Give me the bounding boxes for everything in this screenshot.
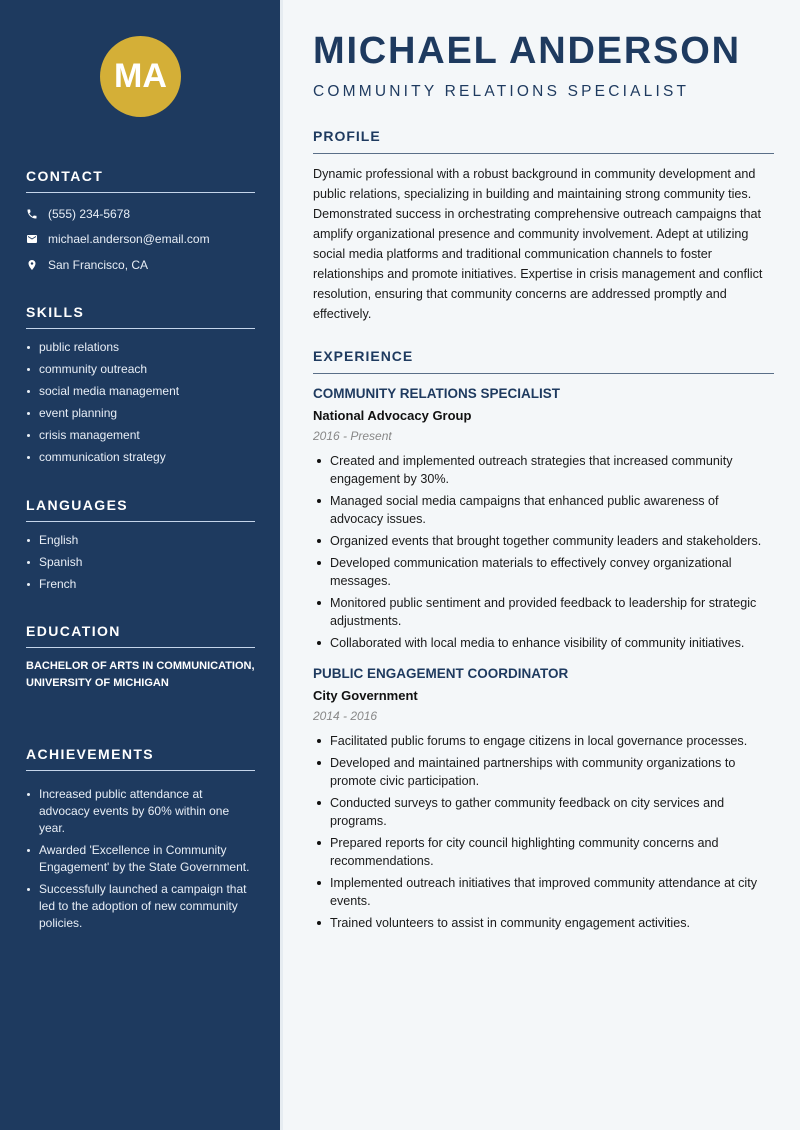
skill-item: community outreach xyxy=(26,361,255,378)
job-bullet: Organized events that brought together community leaders and stakeholders. xyxy=(313,532,774,550)
avatar xyxy=(100,36,181,117)
education-heading: EDUCATION xyxy=(26,623,255,648)
sidebar xyxy=(0,0,280,1130)
skill-item: event planning xyxy=(26,405,255,422)
job-bullet: Trained volunteers to assist in community engagement activities. xyxy=(313,914,774,932)
education-degree: BACHELOR OF ARTS IN COMMUNICATION, UNIVERSITY OF MICHIGAN xyxy=(26,660,255,689)
experience-section xyxy=(313,348,774,936)
achievements-heading: ACHIEVEMENTS xyxy=(26,746,255,771)
job-bullet: Managed social media campaigns that enhanced public awareness of advocacy issues. xyxy=(313,492,774,528)
skill-item: communication strategy xyxy=(26,449,255,466)
job-dates: 2016 - Present xyxy=(313,429,392,443)
language-item: English xyxy=(26,532,255,549)
skills-heading: SKILLS xyxy=(26,304,255,329)
achievement-item: Increased public attendance at advocacy events by 60% within one year. xyxy=(26,786,255,837)
headline-title: COMMUNITY RELATIONS SPECIALIST xyxy=(313,83,690,100)
location-pin-icon xyxy=(26,259,48,271)
job-bullet: Created and implemented outreach strategies that increased community engagement by 30%. xyxy=(313,452,774,488)
languages-list xyxy=(26,532,255,593)
job-company: City Government xyxy=(313,688,418,703)
languages-heading: LANGUAGES xyxy=(26,497,255,522)
job-bullet: Prepared reports for city council highlighting community concerns and recommendations. xyxy=(313,834,774,870)
email-icon xyxy=(26,233,48,245)
profile-section xyxy=(313,128,774,324)
contact-section xyxy=(26,168,255,278)
phone-text: (555) 234-5678 xyxy=(48,206,131,221)
job-bullet: Facilitated public forums to engage citizens in local governance processes. xyxy=(313,732,774,750)
languages-section xyxy=(26,497,255,598)
job-bullet: Collaborated with local media to enhance visibility of community initiatives. xyxy=(313,634,774,652)
contact-heading: CONTACT xyxy=(26,168,255,193)
skill-item: public relations xyxy=(26,339,255,356)
achievement-item: Awarded 'Excellence in Community Engagement' by the State Government. xyxy=(26,842,255,876)
profile-summary: Dynamic professional with a robust background in community development and public relations, specializing in building and maintaining strong community ties. Demonstrated success in orchestrating comprehensive outreach campaigns that amplify organizational presence and community involvement. Adept at utilizing social media platforms and traditional communication channels to foster relationships and promote initiatives. Expertise in crisis management and conflict resolution, ensuring that community concerns are addressed promptly and effectively. xyxy=(313,167,763,321)
skill-item: crisis management xyxy=(26,427,255,444)
contact-email xyxy=(26,227,255,253)
job-company: National Advocacy Group xyxy=(313,408,472,423)
phone-icon xyxy=(26,208,48,220)
skills-list xyxy=(26,339,255,466)
job-bullet: Developed communication materials to effectively convey organizational messages. xyxy=(313,554,774,590)
full-name: MICHAEL ANDERSON xyxy=(313,30,741,72)
language-item: Spanish xyxy=(26,554,255,571)
location-text: San Francisco, CA xyxy=(48,257,149,272)
experience-heading: EXPERIENCE xyxy=(313,348,774,374)
job-bullets xyxy=(313,732,774,932)
job-entry xyxy=(313,666,774,932)
language-item: French xyxy=(26,576,255,593)
job-bullets xyxy=(313,452,774,652)
job-bullet: Implemented outreach initiatives that improved community attendance at city events. xyxy=(313,874,774,910)
contact-phone xyxy=(26,201,255,227)
email-text: michael.anderson@email.com xyxy=(48,232,210,247)
education-section xyxy=(26,623,255,692)
main-content xyxy=(280,0,800,1130)
achievement-item: Successfully launched a campaign that led to the adoption of new community policies. xyxy=(26,881,255,932)
job-role: PUBLIC ENGAGEMENT COORDINATOR xyxy=(313,666,569,681)
job-bullet: Conducted surveys to gather community feedback on city services and programs. xyxy=(313,794,774,830)
job-entry xyxy=(313,386,774,652)
skills-section xyxy=(26,304,255,471)
avatar-initials: MA xyxy=(114,57,167,95)
profile-heading: PROFILE xyxy=(313,128,774,154)
contact-location xyxy=(26,252,255,278)
job-role: COMMUNITY RELATIONS SPECIALIST xyxy=(313,386,561,401)
job-bullet: Developed and maintained partnerships with community organizations to promote civic participation. xyxy=(313,754,774,790)
skill-item: social media management xyxy=(26,383,255,400)
job-bullet: Monitored public sentiment and provided feedback to leadership for strategic adjustments. xyxy=(313,594,774,630)
job-dates: 2014 - 2016 xyxy=(313,709,378,723)
achievements-section xyxy=(26,746,255,937)
achievements-list xyxy=(26,786,255,932)
